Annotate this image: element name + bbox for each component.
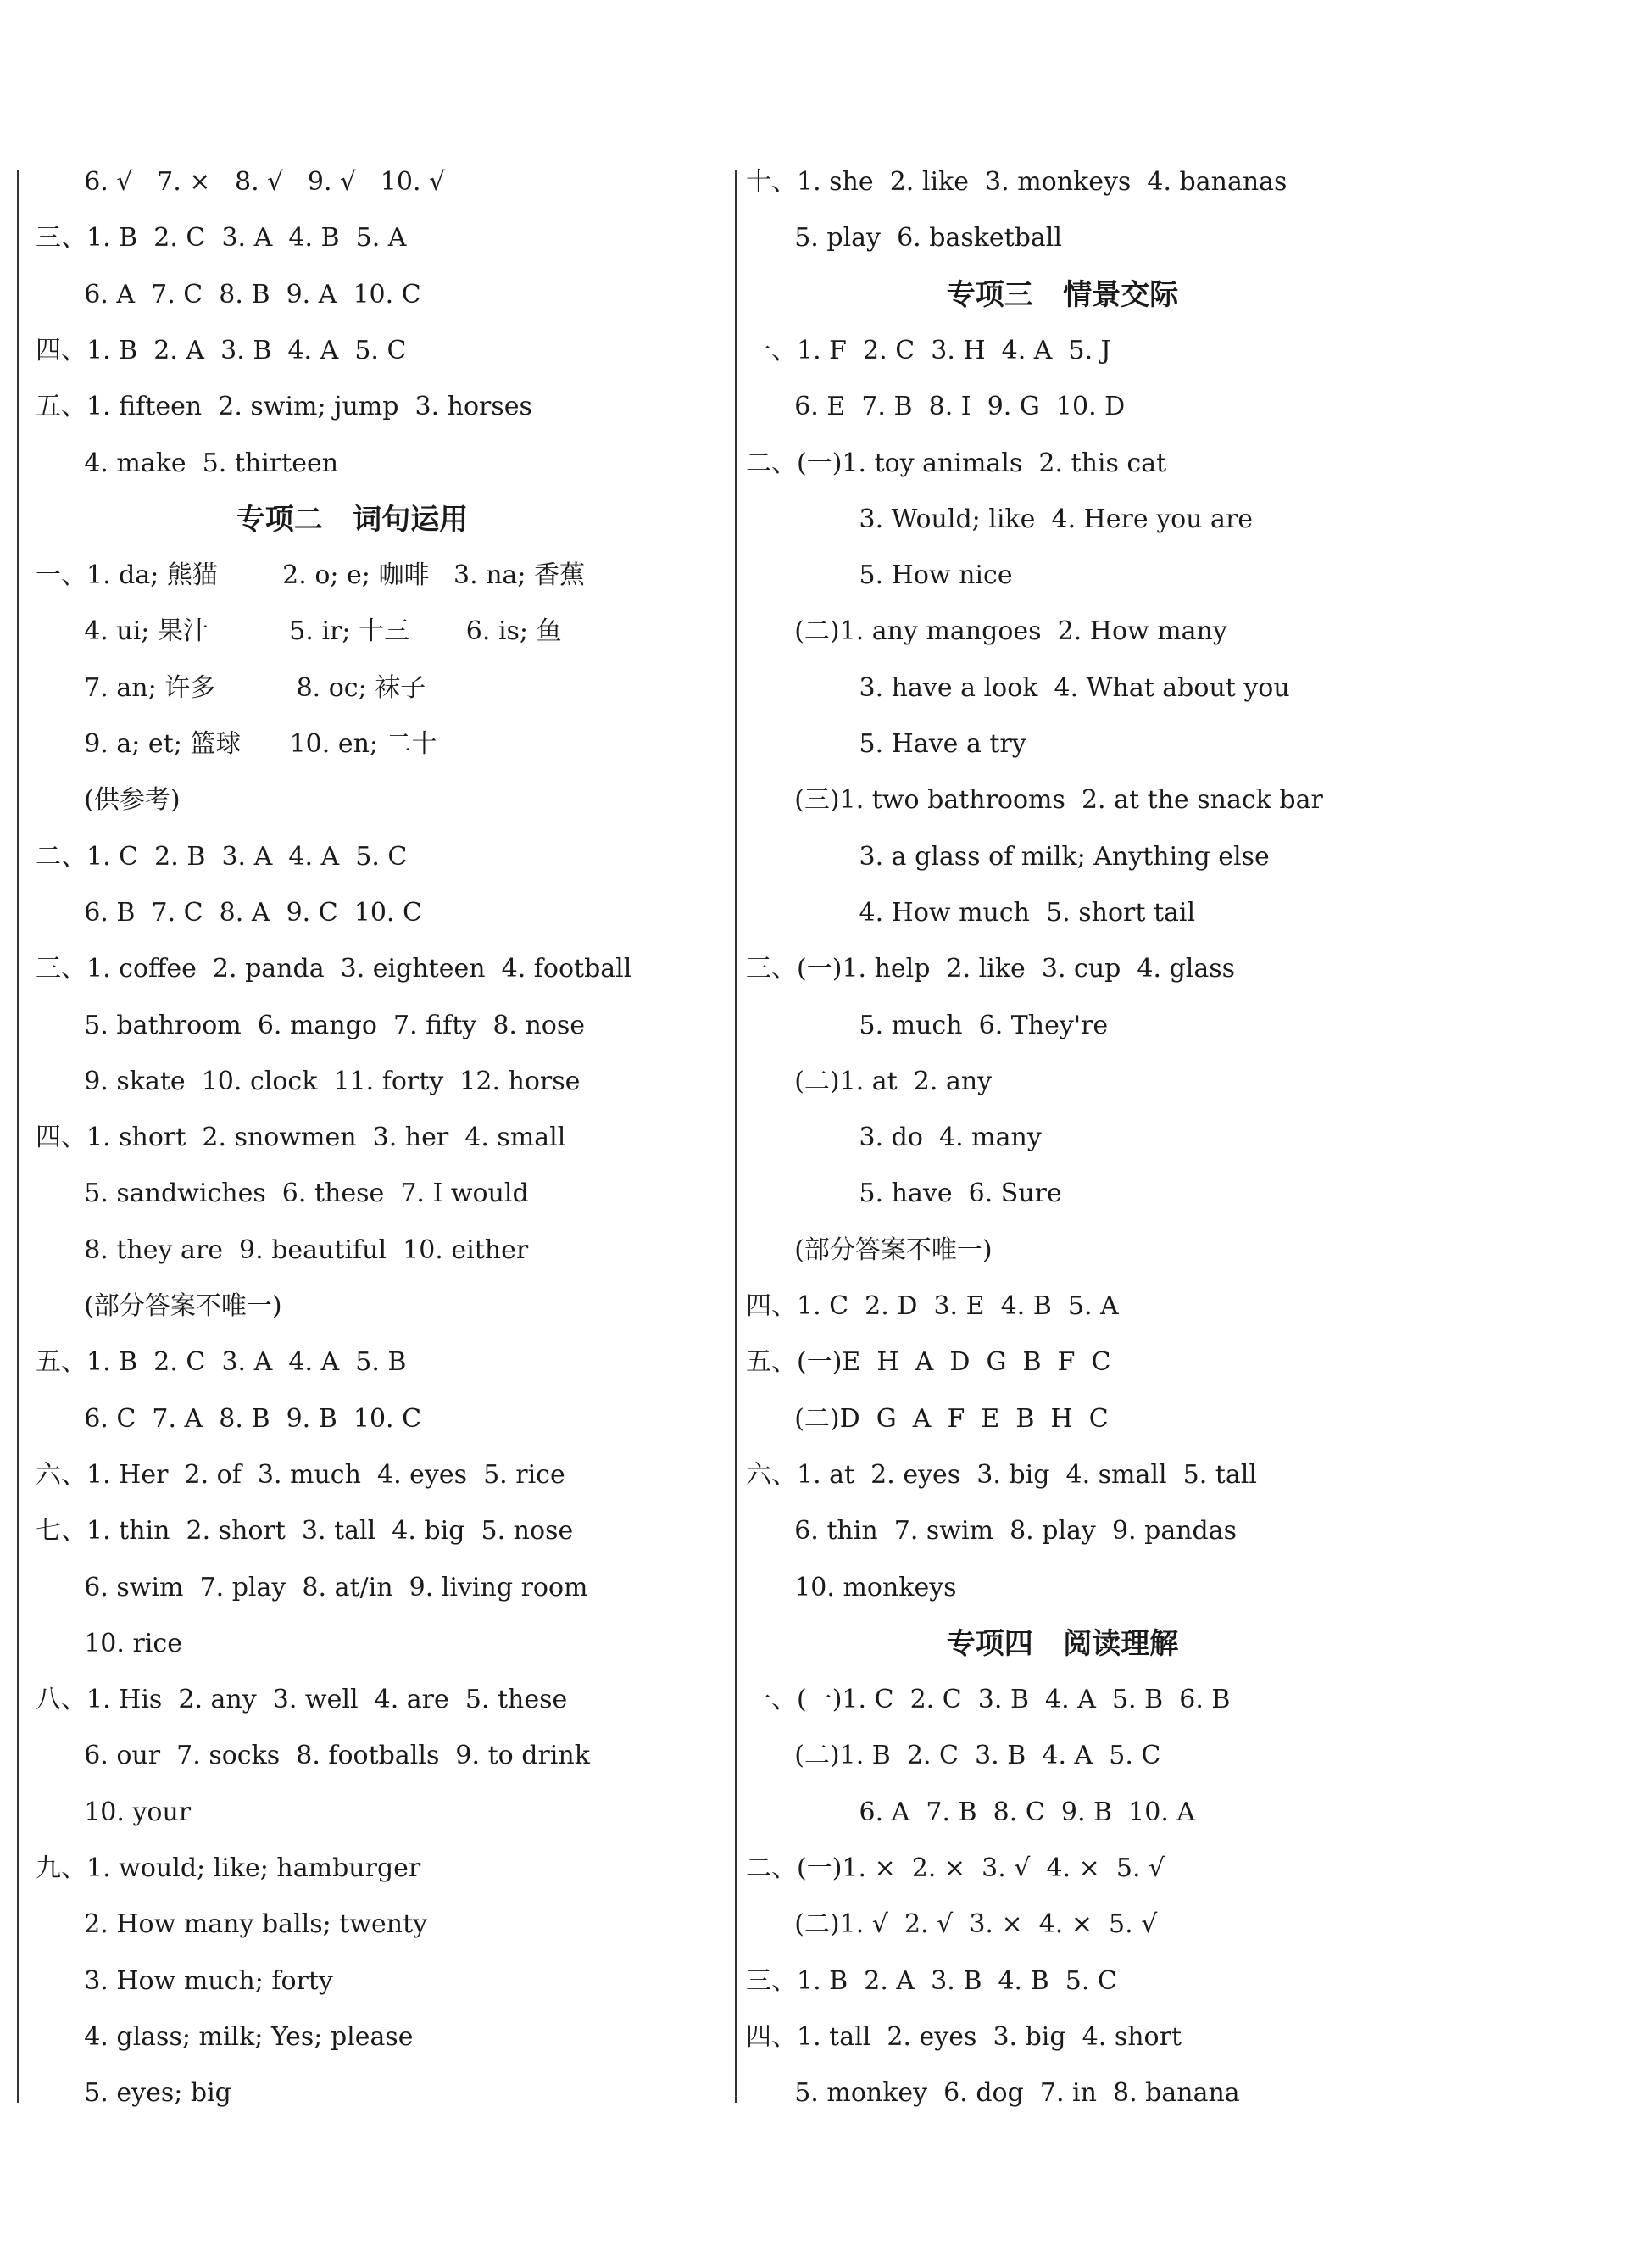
answer-line: 8. they are 9. beautiful 10. either — [36, 1234, 529, 1265]
answer-line: 3. a glass of milk; Anything else — [746, 841, 1270, 872]
answer-line: 5. eyes; big — [36, 2078, 231, 2109]
answer-line: 3. Would; like 4. Here you are — [746, 504, 1254, 534]
answer-line: 5. How nice — [746, 560, 1013, 591]
answer-line: 5. sandwiches 6. these 7. I would — [36, 1179, 529, 1209]
answer-line: 3. How much; forty — [36, 1965, 333, 1996]
answer-line: 9. a; et; 篮球 10. en; 二十 — [36, 729, 437, 759]
answer-line: 三、1. B 2. A 3. B 4. B 5. C — [746, 1965, 1117, 1996]
answer-line: 一、1. da; 熊猫 2. o; e; 咖啡 3. na; 香蕉 — [36, 560, 586, 591]
answer-line: 6. A 7. C 8. B 9. A 10. C — [36, 279, 421, 309]
answer-line: 4. glass; milk; Yes; please — [36, 2021, 414, 2052]
answer-line: 七、1. thin 2. short 3. tall 4. big 5. nose — [36, 1516, 574, 1546]
column-divider — [735, 170, 737, 2103]
answer-line: (二)1. any mangoes 2. How many — [746, 616, 1227, 647]
answer-line: 6. E 7. B 8. I 9. G 10. D — [746, 392, 1126, 422]
answer-line: 六、1. Her 2. of 3. much 4. eyes 5. rice — [36, 1459, 565, 1490]
answer-line: (供参考) — [36, 785, 181, 816]
answer-line: 五、(一)E H A D G B F C — [746, 1347, 1111, 1378]
answer-line: 3. do 4. many — [746, 1123, 1042, 1153]
answer-line: 三、1. B 2. C 3. A 4. B 5. A — [36, 223, 407, 254]
answer-line: 3. have a look 4. What about you — [746, 672, 1290, 703]
answer-line: 5. monkey 6. dog 7. in 8. banana — [746, 2078, 1240, 2109]
answer-line: 十、1. she 2. like 3. monkeys 4. bananas — [746, 167, 1288, 197]
answer-line: 2. How many balls; twenty — [36, 1909, 428, 1940]
answer-line: 一、(一)1. C 2. C 3. B 4. A 5. B 6. B — [746, 1685, 1231, 1715]
answer-line: 三、1. coffee 2. panda 3. eighteen 4. football — [36, 954, 632, 984]
answer-line: 5. have 6. Sure — [746, 1179, 1062, 1209]
answer-line: 一、1. F 2. C 3. H 4. A 5. J — [746, 335, 1111, 365]
answer-line: 6. A 7. B 8. C 9. B 10. A — [746, 1797, 1196, 1827]
answer-line: 7. an; 许多 8. oc; 袜子 — [36, 672, 426, 703]
answer-line: 5. Have a try — [746, 729, 1026, 759]
answer-line: 5. bathroom 6. mango 7. fifty 8. nose — [36, 1010, 586, 1040]
answer-line: 6. B 7. C 8. A 9. C 10. C — [36, 897, 422, 928]
answer-line: 二、(一)1. toy animals 2. this cat — [746, 448, 1167, 478]
answer-line: (二)1. at 2. any — [746, 1066, 993, 1096]
answer-line: 4. How much 5. short tail — [746, 897, 1196, 928]
answer-line: 二、(一)1. × 2. × 3. √ 4. × 5. √ — [746, 1853, 1165, 1883]
answer-line: 九、1. would; like; hamburger — [36, 1853, 421, 1883]
answer-line: 四、1. tall 2. eyes 3. big 4. short — [746, 2021, 1182, 2052]
answer-line: 三、(一)1. help 2. like 3. cup 4. glass — [746, 954, 1236, 984]
answer-line: 6. thin 7. swim 8. play 9. pandas — [746, 1516, 1238, 1546]
answer-line: 4. ui; 果汁 5. ir; 十三 6. is; 鱼 — [36, 616, 562, 647]
answer-line: 五、1. B 2. C 3. A 4. A 5. B — [36, 1347, 407, 1378]
answer-line: (二)D G A F E B H C — [746, 1403, 1109, 1434]
answer-line: (部分答案不唯一) — [746, 1234, 993, 1265]
answer-line: 五、1. fifteen 2. swim; jump 3. horses — [36, 392, 532, 422]
answer-line: 二、1. C 2. B 3. A 4. A 5. C — [36, 841, 408, 872]
answer-line: 6. our 7. socks 8. footballs 9. to drink — [36, 1741, 590, 1771]
section-heading: 专项四 阅读理解 — [746, 1626, 1179, 1661]
answer-line: 6. C 7. A 8. B 9. B 10. C — [36, 1403, 422, 1434]
answer-line: 5. play 6. basketball — [746, 223, 1062, 254]
answer-line: 四、1. C 2. D 3. E 4. B 5. A — [746, 1291, 1119, 1321]
answer-line: (二)1. B 2. C 3. B 4. A 5. C — [746, 1741, 1161, 1771]
answer-line: (部分答案不唯一) — [36, 1291, 282, 1321]
answer-line: (二)1. √ 2. √ 3. × 4. × 5. √ — [746, 1909, 1158, 1940]
answer-line: 10. rice — [36, 1628, 182, 1658]
answer-line: 5. much 6. They're — [746, 1010, 1109, 1040]
answer-line: 10. your — [36, 1797, 192, 1827]
answer-line: 四、1. short 2. snowmen 3. her 4. small — [36, 1123, 566, 1153]
section-heading: 专项三 情景交际 — [746, 277, 1179, 312]
answer-line: 八、1. His 2. any 3. well 4. are 5. these — [36, 1685, 568, 1715]
section-heading: 专项二 词句运用 — [36, 502, 469, 537]
answer-line: 六、1. at 2. eyes 3. big 4. small 5. tall — [746, 1459, 1257, 1490]
answer-line: 4. make 5. thirteen — [36, 448, 339, 478]
answer-line: 6. swim 7. play 8. at/in 9. living room — [36, 1572, 588, 1602]
answer-line: 6. √ 7. × 8. √ 9. √ 10. √ — [36, 167, 446, 197]
left-margin-rule — [17, 170, 19, 2103]
answer-line: 四、1. B 2. A 3. B 4. A 5. C — [36, 335, 407, 365]
answer-line: (三)1. two bathrooms 2. at the snack bar — [746, 785, 1323, 816]
answer-line: 10. monkeys — [746, 1572, 957, 1602]
answer-line: 9. skate 10. clock 11. forty 12. horse — [36, 1066, 581, 1096]
